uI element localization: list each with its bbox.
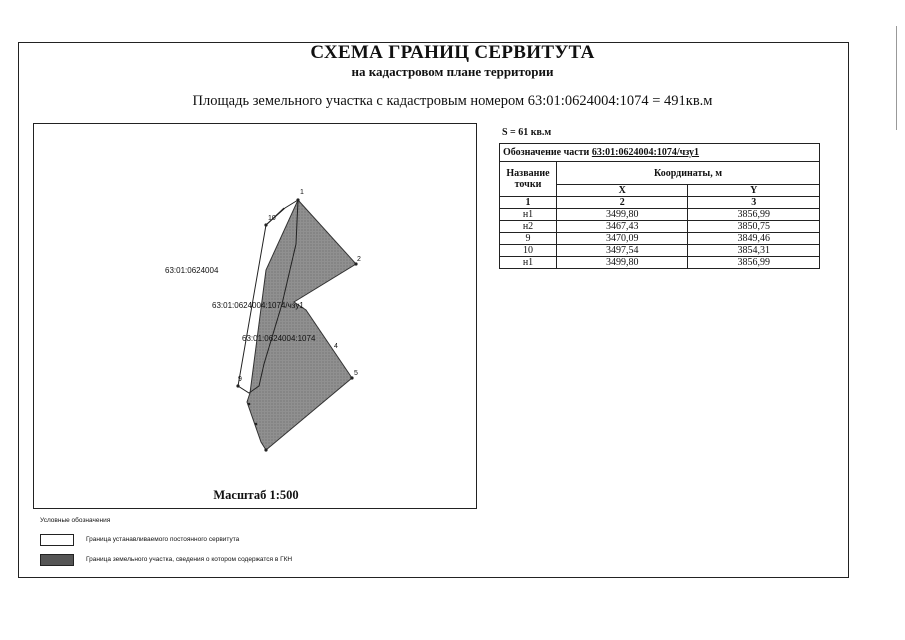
point-label-4: 4 <box>334 343 338 350</box>
coord-y: 3856,99 <box>688 257 820 269</box>
document-title: СХЕМА ГРАНИЦ СЕРВИТУТА <box>310 42 595 63</box>
coord-x: 3470,09 <box>557 233 688 245</box>
vertex-marker <box>255 423 258 426</box>
servitude-part-label: 63:01:0624004:1074/чзу1 <box>212 301 304 310</box>
coord-y: 3854,31 <box>688 245 820 257</box>
vertex-marker <box>264 448 267 451</box>
legend-swatch-servitude <box>40 534 74 546</box>
point-name: н2 <box>500 221 557 233</box>
table-caption <box>500 144 820 162</box>
point-name: н1 <box>500 209 557 221</box>
point-name: 9 <box>500 233 557 245</box>
vertex-marker <box>296 198 299 201</box>
vertex-marker <box>248 403 251 406</box>
legend-title: Условные обозначения <box>40 517 111 524</box>
coord-y: 3856,99 <box>688 209 820 221</box>
point-name: 10 <box>500 245 557 257</box>
servitude-area: S = 61 кв.м <box>502 127 552 138</box>
point-name: н1 <box>500 257 557 269</box>
quarter-label: 63:01:0624004 <box>165 266 219 275</box>
parcel-number-label: 63:01:0624004:1074 <box>242 334 316 343</box>
coord-x: 3467,43 <box>557 221 688 233</box>
table-row <box>500 209 820 221</box>
header-y: Y <box>688 185 820 197</box>
legend-swatch-parcel <box>40 554 74 566</box>
table-row <box>500 245 820 257</box>
map-drawing <box>34 124 478 510</box>
table-row <box>500 221 820 233</box>
point-label-2: 2 <box>357 256 361 263</box>
vertex-marker <box>264 223 267 226</box>
coord-x: 3497,54 <box>557 245 688 257</box>
coord-y: 3849,46 <box>688 233 820 245</box>
legend-text-parcel: Граница земельного участка, сведения о котором содержатся в ГКН <box>86 556 293 563</box>
parcel-area-line: Площадь земельного участка с кадастровым номером 63:01:0624004:1074 = 491кв.м <box>192 93 713 109</box>
header-coordinates: Координаты, м <box>557 162 820 185</box>
table-row <box>500 257 820 269</box>
coord-x: 3499,80 <box>557 209 688 221</box>
point-label-10: 10 <box>268 215 276 222</box>
document-subtitle: на кадастровом плане территории <box>351 64 554 79</box>
coordinates-table <box>499 143 820 269</box>
table-row <box>500 233 820 245</box>
point-label-5: 5 <box>354 370 358 377</box>
point-label-9: 9 <box>238 376 242 383</box>
map-scale: Масштаб 1:500 <box>213 488 299 502</box>
index-1: 1 <box>500 197 557 209</box>
header-point-name: Название точки <box>500 162 557 197</box>
coord-y: 3850,75 <box>688 221 820 233</box>
legend-text-servitude: Граница устанавливаемого постоянного сервитута <box>86 536 240 543</box>
cadastral-map <box>33 123 477 509</box>
caption-code: 63:01:0624004:1074/чзу1 <box>591 147 700 158</box>
coord-x: 3499,80 <box>557 257 688 269</box>
index-2: 2 <box>557 197 688 209</box>
vertex-marker <box>236 384 239 387</box>
coordinates-table-wrap <box>499 143 820 269</box>
caption-prefix: Обозначение части <box>503 147 590 158</box>
header-x: X <box>557 185 688 197</box>
point-label-1: 1 <box>300 189 304 196</box>
index-3: 3 <box>688 197 820 209</box>
